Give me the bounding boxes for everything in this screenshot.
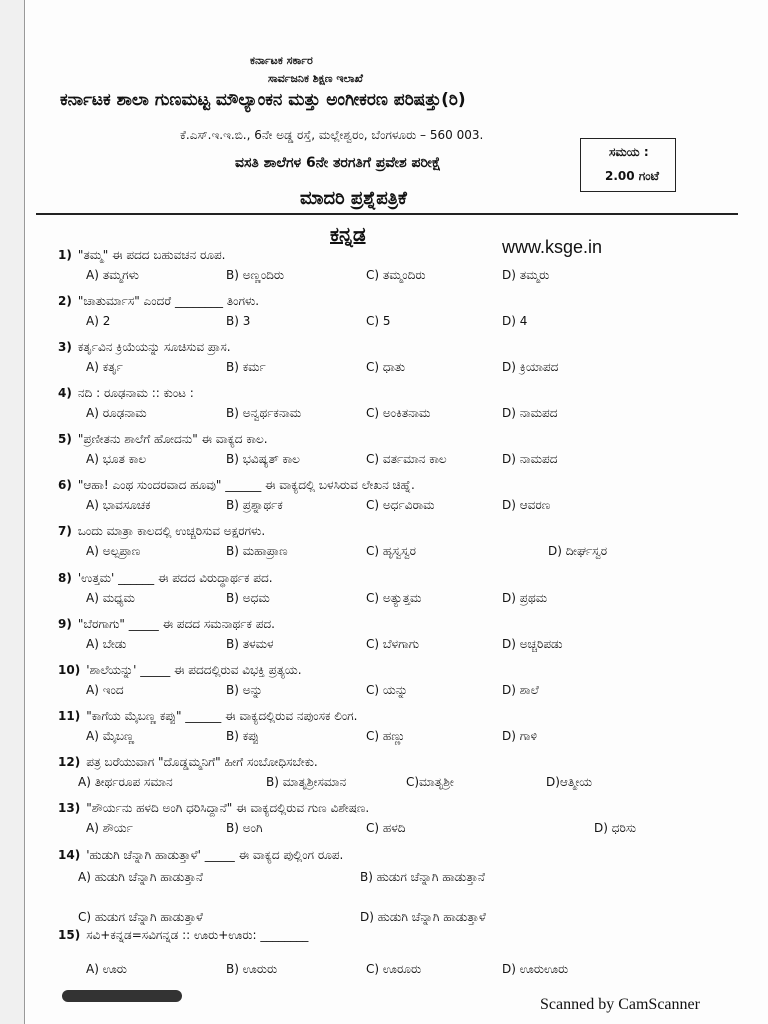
answer-option: A) ತಮ್ಮಗಳು: [86, 268, 139, 282]
answer-option: A) ಬೇಡು: [86, 637, 127, 651]
answer-option: C) ಹಳದಿ: [366, 821, 406, 835]
question-text: ನದಿ : ರೂಢನಾಮ :: ಕುಂಟ :: [77, 386, 194, 400]
header-divider: [36, 213, 738, 215]
answer-option: B) ಮಾತೃಶ್ರೀಸಮಾನ: [266, 775, 347, 789]
question: [58, 294, 259, 309]
answer-option: B) ಅಣ್ಣಂದಿರು: [226, 268, 285, 282]
question: [58, 755, 318, 770]
question-text: ಒಂದು ಮಾತ್ರಾ ಕಾಲದಲ್ಲಿ ಉಚ್ಚರಿಸುವ ಅಕ್ಷರಗಳು.: [77, 524, 266, 538]
question-number: 5): [58, 432, 72, 446]
question: [58, 478, 415, 493]
question-text: 'ಹುಡುಗಿ ಚೆನ್ನಾಗಿ ಹಾಡುತ್ತಾಳೆ' _____ ಈ ವಾಕ್ಯದ ಪುಲ್ಲಿಂಗ ರೂಪ.: [86, 848, 344, 862]
answer-option: D) ಧರಿಸು: [594, 821, 637, 835]
question-text: 'ಶಾಲೆಯನ್ನು' _____ ಈ ಪದದಲ್ಲಿರುವ ವಿಭಕ್ತಿ ಪ್ರತ್ಯಯ.: [86, 663, 302, 677]
question-number: 10): [58, 663, 81, 677]
answer-option: A) 2: [86, 314, 111, 328]
question-number: 12): [58, 755, 81, 769]
answer-option: A) ಶೌರ್ಯ: [86, 821, 133, 835]
question-number: 13): [58, 801, 81, 815]
question-text: ಪತ್ರ ಬರೆಯುವಾಗ "ದೊಡ್ಡಮ್ಮನಿಗೆ" ಹೀಗೆ ಸಂಬೋಧಿಸಬೇಕು.: [86, 755, 318, 769]
question: [58, 386, 194, 401]
answer-option: C) ವರ್ತಮಾನ ಕಾಲ: [366, 452, 447, 466]
answer-option: D) ನಾಮಪದ: [502, 406, 558, 420]
answer-option: D) ಶಾಲೆ: [502, 683, 539, 697]
answer-option: A) ಕರ್ತೃ: [86, 360, 123, 374]
answer-option: C) ಬೆಳಗಾಗು: [366, 637, 420, 651]
answer-option: C) ಅಂಕಿತನಾಮ: [366, 406, 431, 420]
answer-option: D) ಅಚ್ಚರಿಪಡು: [502, 637, 563, 651]
question-text: 'ಉತ್ತಮ' ______ ಈ ಪದದ ವಿರುದ್ಧಾರ್ಥಕ ಪದ.: [77, 571, 273, 585]
question-text: ಸವಿ+ಕನ್ನಡ=ಸವಿಗನ್ನಡ :: ಊರು+ಊರು: ________: [86, 928, 309, 942]
question: [58, 801, 369, 816]
answer-option: C) ಧಾತು: [366, 360, 406, 374]
board-name: ಕರ್ನಾಟಕ ಶಾಲಾ ಗುಣಮಟ್ಟ ಮೌಲ್ಯಾಂಕನ ಮತ್ತು ಅಂಗೀಕರಣ ಪರಿಷತ್ತು(ರಿ): [60, 90, 466, 110]
answer-option: B) ಮಹಾಪ್ರಾಣ: [226, 544, 288, 558]
answer-option: A) ಮಧ್ಯಮ: [86, 591, 135, 605]
answer-option: B) ತಳಮಳ: [226, 637, 274, 651]
subject-title: ಕನ್ನಡ: [330, 222, 366, 246]
question-number: 1): [58, 248, 72, 262]
government-name: ಕರ್ನಾಟಕ ಸರ್ಕಾರ: [250, 54, 313, 67]
answer-option: A) ಊರು: [86, 962, 127, 976]
answer-option: B) ಅನ್ವರ್ಥಕನಾಮ: [226, 406, 302, 420]
answer-option: A) ರೂಢನಾಮ: [86, 406, 147, 420]
question: [58, 663, 302, 678]
question-text: "ಕಾಗೆಯ ಮೈಬಣ್ಣ ಕಪ್ಪು" ______ ಈ ವಾಕ್ಯದಲ್ಲಿರುವ ನಪುಂಸಕ ಲಿಂಗ.: [86, 709, 358, 723]
question-number: 7): [58, 524, 72, 538]
question: [58, 928, 308, 943]
answer-option: D) ಪ್ರಥಮ: [502, 591, 548, 605]
question: [58, 340, 231, 355]
website-label: www.ksge.in: [502, 237, 603, 257]
question-text: "ಶೌರ್ಯನು ಹಳದಿ ಅಂಗಿ ಧರಿಸಿದ್ದಾನೆ" ಈ ವಾಕ್ಯದಲ್ಲಿರುವ ಗುಣ ವಿಶೇಷಣ.: [86, 801, 370, 815]
answer-option: B) ಅಧಮ: [226, 591, 270, 605]
question-number: 4): [58, 386, 72, 400]
answer-option: C) 5: [366, 314, 391, 328]
answer-option: D) ಊರುಊರು: [502, 962, 569, 976]
exam-title: ವಸತಿ ಶಾಲೆಗಳ 6ನೇ ತರಗತಿಗೆ ಪ್ರವೇಶ ಪರೀಕ್ಷೆ: [235, 155, 441, 171]
answer-option: D) ನಾಮಪದ: [502, 452, 558, 466]
answer-option: B) ಪ್ರಶ್ನಾರ್ಥಕ: [226, 498, 283, 512]
answer-option: B) 3: [226, 314, 251, 328]
answer-option: A) ಹುಡುಗಿ ಚೆನ್ನಾಗಿ ಹಾಡುತ್ತಾನೆ: [78, 870, 204, 884]
answer-option: D) 4: [502, 314, 528, 328]
question: [58, 248, 226, 263]
model-paper-title: ಮಾದರಿ ಪ್ರಶ್ನೆಪತ್ರಿಕೆ: [300, 188, 407, 209]
answer-option: A) ಭೂತ ಕಾಲ: [86, 452, 147, 466]
answer-option: B) ಕರ್ಮ: [226, 360, 266, 374]
answer-option: C) ಹೃಸ್ವಸ್ವರ: [366, 544, 416, 558]
answer-option: C) ತಮ್ಮಂದಿರು: [366, 268, 426, 282]
scan-edge: [0, 0, 25, 1024]
question-number: 3): [58, 340, 72, 354]
question: [58, 571, 273, 586]
time-label: ಸಮಯ :: [609, 145, 649, 159]
answer-option: B) ಊರುರು: [226, 962, 278, 976]
answer-option: D) ಆವರಣ: [502, 498, 551, 512]
department-name: ಸಾರ್ವಜನಿಕ ಶಿಕ್ಷಣ ಇಲಾಖೆ: [268, 72, 363, 85]
answer-option: D) ದೀರ್ಘಸ್ವರ: [548, 544, 608, 558]
answer-option: D) ಕ್ರಿಯಾಪದ: [502, 360, 559, 374]
answer-option: A) ಇಂದ: [86, 683, 124, 697]
question: [58, 524, 265, 539]
answer-option: D)ಆತ್ಮೀಯ: [546, 775, 593, 789]
question-text: "ಚಾತುರ್ಮಾಸ" ಎಂದರೆ ________ ತಿಂಗಳು.: [77, 294, 260, 308]
answer-option: C) ಅತ್ಯುತ್ತಮ: [366, 591, 422, 605]
question: [58, 709, 357, 724]
question: [58, 432, 268, 447]
answer-option: C)ಮಾತೃಶ್ರೀ: [406, 775, 454, 789]
answer-option: C) ಊರೂರು: [366, 962, 422, 976]
question: [58, 617, 275, 632]
question-text: "ಆಹಾ! ಎಂಥ ಸುಂದರವಾದ ಹೂವು" ______ ಈ ವಾಕ್ಯದಲ್ಲಿ ಬಳಸಿರುವ ಲೇಖನ ಚಿಹ್ನೆ.: [77, 478, 415, 492]
answer-option: B) ಅಂಗಿ: [226, 821, 263, 835]
answer-option: B) ಹುಡುಗ ಚೆನ್ನಾಗಿ ಹಾಡುತ್ತಾನೆ: [360, 870, 485, 884]
board-address: ಕೆ.ಎಸ್.ಇ.ಇ.ಬಿ., 6ನೇ ಅಡ್ಡ ರಸ್ತೆ, ಮಲ್ಲೇಶ್ವರಂ, ಬೆಂಗಳೂರು – 560 003.: [180, 128, 484, 142]
answer-option: D) ಹುಡುಗಿ ಚೆನ್ನಾಗಿ ಹಾಡುತ್ತಾಳೆ: [360, 910, 486, 924]
answer-option: C) ಅರ್ಧವಿರಾಮ: [366, 498, 435, 512]
question-number: 15): [58, 928, 81, 942]
answer-option: A) ಮೈಬಣ್ಣ: [86, 729, 135, 743]
answer-option: D) ಗಾಳಿ: [502, 729, 538, 743]
question-text: "ಪ್ರಣೀತನು ಶಾಲೆಗೆ ಹೋದನು" ಈ ವಾಕ್ಯದ ಕಾಲ.: [77, 432, 268, 446]
question-text: ಕರ್ತೃವಿನ ಕ್ರಿಯೆಯನ್ನು ಸೂಚಿಸುವ ಪ್ರಾಸ.: [77, 340, 231, 354]
question-number: 2): [58, 294, 72, 308]
time-value: 2.00 ಗಂಟೆ: [605, 169, 659, 183]
answer-option: B) ಅನ್ನು: [226, 683, 263, 697]
question-number: 14): [58, 848, 81, 862]
answer-option: A) ಅಲ್ಪಪ್ರಾಣ: [86, 544, 141, 558]
answer-option: D) ತಮ್ಮರು: [502, 268, 550, 282]
question-number: 11): [58, 709, 81, 723]
answer-option: A) ಭಾವಸೂಚಕ: [86, 498, 151, 512]
scanner-watermark: Scanned by CamScanner: [540, 996, 700, 1013]
scan-smudge: [62, 990, 182, 1002]
question-text: "ಬೆರಗಾಗು" _____ ಈ ಪದದ ಸಮನಾರ್ಥಕ ಪದ.: [77, 617, 275, 631]
question-number: 8): [58, 571, 72, 585]
time-box: [580, 138, 676, 192]
question-text: "ತಮ್ಮ" ಈ ಪದದ ಬಹುವಚನ ರೂಪ.: [77, 248, 226, 262]
answer-option: B) ಭವಿಷ್ಯತ್ ಕಾಲ: [226, 452, 300, 466]
question: [58, 848, 343, 863]
question-number: 9): [58, 617, 72, 631]
answer-option: B) ಕಪ್ಪು: [226, 729, 259, 743]
question-number: 6): [58, 478, 72, 492]
answer-option: C) ಹುಡುಗ ಚೆನ್ನಾಗಿ ಹಾಡುತ್ತಾಳೆ: [78, 910, 203, 924]
answer-option: C) ಹಣ್ಣು: [366, 729, 406, 743]
answer-option: C) ಯನ್ನು: [366, 683, 408, 697]
answer-option: A) ತೀರ್ಥರೂಪ ಸಮಾನ: [78, 775, 173, 789]
